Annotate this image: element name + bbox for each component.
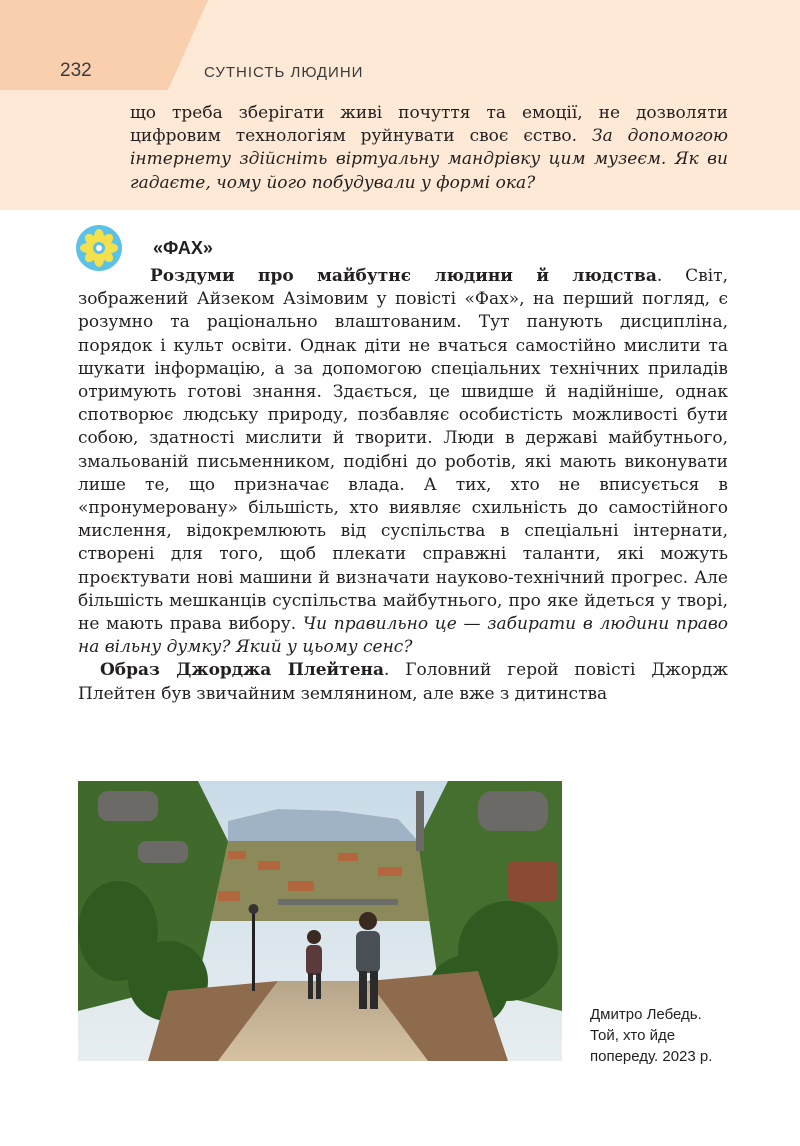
paragraph-1-lead: Роздуми про майбутнє людини й людства <box>150 266 657 286</box>
paragraph-1 <box>78 265 728 659</box>
page-number: 232 <box>60 60 92 81</box>
paragraph-1-text: . Світ, зображений Айзеком Азімовим у повісті «Фах», на перший погляд, є розумно та раціонально влаштованим. Тут панують дисципліна, порядок і культ освіти. Однак діти не вчаться самостійно мислити та шукати інформацію, а за допомогою спеціальних технічних приладів отримують готові знання. Здається, це швидше й надійніше, однак спотворює людську природу, позбавляє особистість можливості бути собою, здатності мислити й творити. Люди в державі майбутнього, змальованій письменником, подібні до роботів, які мають виконувати лише те, що призначає влада. А тих, хто не вписується в «пронумеровану» більшість, хто виявляє схильність до самостійного мислення, відокремлюють від суспільства в спеціальні інтернати, створені для того, щоб плекати справжні таланти, які можуть проєктувати нові машини й визначати науково-технічний прогрес. Але більшість мешканців суспільства майбутнього, про яке йдеться у творі, не мають права вибору. <box>78 266 728 635</box>
paragraph-1-question: Чи правильно це — забирати в людини право на вільну думку? Який у цьому сенс? <box>78 614 728 658</box>
paragraph-2 <box>78 659 728 705</box>
paragraph-2-lead: Образ Джорджа Плейтена <box>100 660 384 681</box>
caption-title-line: Той, хто йде <box>590 1027 676 1044</box>
intro-text <box>130 102 728 195</box>
picture-caption <box>590 1004 780 1067</box>
intro-task: За допомогою інтернету здійсніть віртуальну мандрівку цим музеєм. Як ви гадаєте, чому його побудували у формі ока? <box>130 126 728 193</box>
paragraph-2-text: . Головний герой повісті Джордж Плейтен був звичайним землянином, але вже з дитинства <box>78 660 729 704</box>
caption-author: Дмитро Лебедь. <box>590 1006 702 1023</box>
painting-image <box>78 781 562 1061</box>
running-head: СУТНІСТЬ ЛЮДИНИ <box>204 64 364 81</box>
body-text <box>78 265 728 706</box>
caption-title-year: попереду. 2023 р. <box>590 1048 713 1065</box>
section-title: «ФАХ» <box>153 238 213 258</box>
intro-plain: що треба зберігати живі почуття та емоції, не дозволяти цифровим технологіям руйнувати своє єство. <box>130 103 728 147</box>
header-tab <box>0 0 800 90</box>
